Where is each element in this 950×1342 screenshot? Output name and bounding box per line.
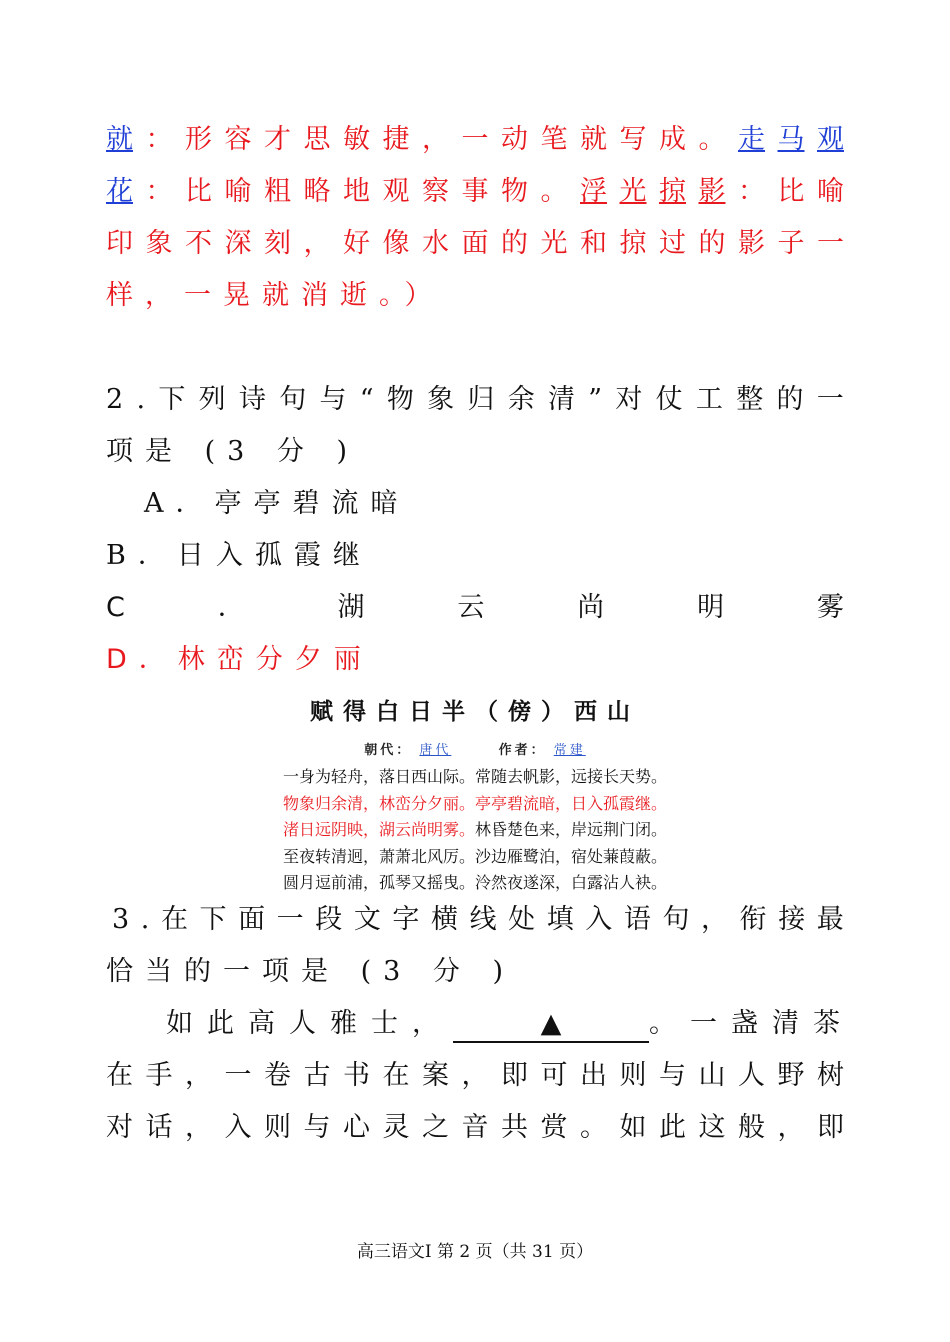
q3-para-text: ， xyxy=(185,1112,212,1143)
dynasty-link[interactable]: 唐代 xyxy=(419,743,452,758)
q3-para-text: 灵 xyxy=(382,1112,410,1143)
q3-stem-text: 接 xyxy=(778,904,806,935)
poem-meta xyxy=(0,740,950,762)
q3-stem-text: 面 xyxy=(238,904,266,935)
explanation-text: 形 xyxy=(185,124,212,155)
q3-stem-text: 段 xyxy=(315,904,343,935)
q2-stem-text: 工 xyxy=(695,384,723,415)
explanation-text: 一 xyxy=(461,124,489,155)
q3-stem-text: 入 xyxy=(585,904,613,935)
q2-stem-text: 诗 xyxy=(238,384,266,415)
explanation-text: 水 xyxy=(422,228,449,259)
q3-para-text: 心 xyxy=(343,1112,370,1143)
q3-para-text: 山 xyxy=(698,1060,726,1091)
option-text: 日入孤霞继 xyxy=(176,540,372,571)
q3-stem-line-2: 恰当的一项是 (3 分 ) xyxy=(106,956,515,987)
q3-para-text: 。 xyxy=(580,1112,607,1143)
q2-stem-text: 一 xyxy=(816,384,844,415)
q3-stem-text: 一 xyxy=(276,904,304,935)
q3-para-text: 般 xyxy=(738,1112,765,1143)
explanation-text: 好 xyxy=(343,228,370,259)
q3-stem-text: 线 xyxy=(469,904,497,935)
q3-para-text: 即 xyxy=(501,1060,528,1091)
poem-line: 渚日远阴映，湖云尚明雾。林昏楚色来，岸远荆门闭。 xyxy=(282,820,668,839)
q3-para-text: ， xyxy=(185,1060,212,1091)
q2-stem-text: 与 xyxy=(319,384,347,415)
q3-para-text: 音 xyxy=(461,1112,489,1143)
q3-para-text: 则 xyxy=(619,1060,647,1091)
explanation-text: 象 xyxy=(145,228,173,259)
explanation-text: 察 xyxy=(422,176,449,207)
q2-stem-text: 余 xyxy=(507,384,535,415)
q3-para-text: 在 xyxy=(382,1060,410,1091)
idiom-link[interactable]: 就 xyxy=(106,124,133,155)
explanation-text: 喻 xyxy=(224,176,252,207)
idiom-link[interactable]: 马 xyxy=(777,124,805,155)
q3-para-text: 一 xyxy=(224,1060,252,1091)
option-letter: A． xyxy=(144,488,215,519)
explanation-text: 印 xyxy=(106,228,133,259)
explanation-text: 子 xyxy=(777,228,805,259)
q2-stem-text: 对 xyxy=(615,384,643,415)
explanation-text: 物 xyxy=(501,176,528,207)
q3-para-text: 如 xyxy=(619,1112,647,1143)
poem-line: 圆月逗前浦，孤琴又摇曳。泠然夜遂深，白露沾人袂。 xyxy=(282,873,667,892)
q2-stem-text: 整 xyxy=(736,384,764,415)
explanation-text: 的 xyxy=(501,228,528,259)
q2-stem-text: “ xyxy=(359,384,374,415)
explanation-text: 的 xyxy=(698,228,726,259)
option-char: 湖 xyxy=(337,592,365,623)
author-link[interactable]: 常建 xyxy=(553,743,586,758)
explanation-text: 事 xyxy=(461,176,489,207)
q2-option-b xyxy=(106,530,844,582)
option-char: 明 xyxy=(697,592,725,623)
explanation-text: 成 xyxy=(659,124,686,155)
q2-option-c xyxy=(106,582,844,634)
q2-stem-text: 下 xyxy=(158,384,186,415)
q3-stem-text: 下 xyxy=(199,904,227,935)
q3-para-text: 话 xyxy=(145,1112,173,1143)
explanation-text: ： xyxy=(145,124,173,155)
explanation-text: 和 xyxy=(580,228,607,259)
explanation-text: 比 xyxy=(777,176,805,207)
explanation-text: 光 xyxy=(540,228,568,259)
explanation-text: 。 xyxy=(540,176,568,207)
q3-stem-text: 语 xyxy=(623,904,651,935)
poem-title: 赋得白日半（傍）西山 xyxy=(310,698,640,725)
q3-stem-text: 文 xyxy=(353,904,381,935)
q3-para-text: ， xyxy=(461,1060,489,1091)
idiom-link[interactable]: 影 xyxy=(698,176,726,207)
explanation-text: 深 xyxy=(224,228,252,259)
q3-para-text: 出 xyxy=(580,1060,607,1091)
q2-stem-text: 列 xyxy=(198,384,226,415)
q3-stem-text: 处 xyxy=(508,904,536,935)
q3-para-text: 野 xyxy=(777,1060,805,1091)
q3-stem-text: 句 xyxy=(662,904,690,935)
q3-para-text: 与 xyxy=(659,1060,686,1091)
q2-stem-text: 物 xyxy=(386,384,414,415)
q2-stem-text: 象 xyxy=(427,384,455,415)
explanation-text: 容 xyxy=(224,124,252,155)
author-label: 作者： xyxy=(498,743,547,758)
q2-stem-text: . xyxy=(136,384,146,415)
explanation-text: ： xyxy=(145,176,173,207)
q2-stem-text: 2 xyxy=(106,384,124,415)
explanation-text: 喻 xyxy=(817,176,844,207)
explanation-text: 动 xyxy=(501,124,528,155)
option-dot: ． xyxy=(217,592,245,623)
q2-stem-text: 句 xyxy=(279,384,307,415)
option-char: 云 xyxy=(457,592,485,623)
q3-stem-text: 衔 xyxy=(739,904,767,935)
q3-stem-line-1 xyxy=(112,894,844,946)
poem-line: 物象归余清，林峦分夕丽。亭亭碧流暗，日入孤霞继。 xyxy=(282,793,667,813)
explanation-text: ： xyxy=(738,176,765,207)
explanation-text: 掠 xyxy=(619,228,647,259)
option-text: 亭亭碧流暗 xyxy=(214,488,410,519)
q2-stem-line-1 xyxy=(106,374,844,426)
idiom-link[interactable]: 浮 xyxy=(580,176,607,207)
explanation-text: 思 xyxy=(303,124,331,155)
q3-para-text: 此 xyxy=(659,1112,686,1143)
q3-stem-text: . xyxy=(140,904,150,935)
q3-stem-text: 在 xyxy=(160,904,188,935)
q3-para-text: 入 xyxy=(224,1112,252,1143)
q2-option-a xyxy=(144,478,882,530)
explanation-text: 一 xyxy=(817,228,844,259)
q3-para-text: 古 xyxy=(303,1060,331,1091)
explanation-text: 比 xyxy=(185,176,212,207)
explanation-text: 像 xyxy=(382,228,410,259)
q2-stem-text: 归 xyxy=(467,384,495,415)
q3-para-text: 树 xyxy=(817,1060,844,1091)
q2-stem-text: 仗 xyxy=(655,384,683,415)
explanation-text: 不 xyxy=(185,228,212,259)
explanation-text: 笔 xyxy=(540,124,568,155)
explanation-line-3 xyxy=(106,218,844,270)
q2-stem-line-2: 项是 (3 分 ) xyxy=(106,436,359,467)
poem-line: 至夜转清迥，萧萧北风厉。沙边雁鹭泊，宿处蒹葭蔽。 xyxy=(282,846,667,866)
option-letter: B． xyxy=(106,540,177,571)
q2-option-d xyxy=(106,634,844,686)
q3-para-text: 即 xyxy=(817,1112,844,1143)
q3-para-text: 这 xyxy=(698,1112,726,1143)
q3-paragraph-line-2 xyxy=(106,1050,844,1102)
q3-para-after: 。一盏清茶 xyxy=(649,1008,854,1039)
q3-para-text: 对 xyxy=(106,1112,133,1143)
q2-stem-text: 的 xyxy=(776,384,804,415)
explanation-text: 捷 xyxy=(382,124,410,155)
q3-stem-text: 最 xyxy=(816,904,844,935)
q3-para-text: 共 xyxy=(501,1112,528,1143)
explanation-line-4: 样，一晃就消逝。） xyxy=(106,280,444,311)
option-char: 尚 xyxy=(577,592,605,623)
option-char: 雾 xyxy=(816,592,844,623)
explanation-line-1 xyxy=(106,114,844,166)
q3-stem-text: 横 xyxy=(430,904,458,935)
idiom-link[interactable]: 掠 xyxy=(659,176,686,207)
poem-line: 一身为轻舟，落日西山际。常随去帆影，远接长天势。 xyxy=(282,767,667,786)
explanation-text: 。 xyxy=(698,124,726,155)
idiom-link[interactable]: 走 xyxy=(738,124,765,155)
dynasty-label: 朝代： xyxy=(364,743,413,758)
q3-para-text: 之 xyxy=(422,1112,449,1143)
explanation-text: 地 xyxy=(343,176,370,207)
q3-para-text: 则 xyxy=(264,1112,291,1143)
q3-paragraph-line-1 xyxy=(166,998,854,1050)
q3-para-text: 手 xyxy=(145,1060,173,1091)
explanation-text: 观 xyxy=(382,176,410,207)
q3-para-text: 书 xyxy=(343,1060,370,1091)
q3-paragraph-line-3 xyxy=(106,1102,844,1154)
q3-para-text: 可 xyxy=(540,1060,568,1091)
q3-stem-text: 3 xyxy=(112,904,130,935)
explanation-text: 就 xyxy=(580,124,607,155)
poem-body xyxy=(0,764,950,897)
q3-para-start: 如此高人雅士， xyxy=(166,1008,453,1039)
answer-blank[interactable] xyxy=(453,1007,649,1043)
explanation-text: 敏 xyxy=(343,124,370,155)
explanation-text: 面 xyxy=(461,228,489,259)
q3-para-text: 赏 xyxy=(540,1112,568,1143)
explanation-text: ， xyxy=(422,124,449,155)
q3-para-text: 案 xyxy=(422,1060,449,1091)
idiom-link[interactable]: 花 xyxy=(106,176,133,207)
explanation-text: 过 xyxy=(659,228,686,259)
q3-para-text: ， xyxy=(777,1112,805,1143)
page-footer: 高三语文Ⅰ 第 2 页（共 31 页） xyxy=(356,1242,594,1262)
explanation-text: 写 xyxy=(619,124,647,155)
option-letter: C xyxy=(106,592,125,623)
q3-stem-text: 字 xyxy=(392,904,420,935)
option-letter: D． xyxy=(106,644,178,675)
explanation-text: 刻 xyxy=(264,228,291,259)
idiom-link[interactable]: 观 xyxy=(817,124,844,155)
explanation-text: 才 xyxy=(264,124,291,155)
explanation-text: 影 xyxy=(738,228,765,259)
q3-para-text: 人 xyxy=(738,1060,765,1091)
q3-stem-text: ， xyxy=(701,904,729,935)
explanation-text: 略 xyxy=(303,176,331,207)
option-text: 林峦分夕丽 xyxy=(177,644,373,675)
q3-para-text: 与 xyxy=(303,1112,331,1143)
q3-para-text: 卷 xyxy=(264,1060,291,1091)
explanation-text: ， xyxy=(303,228,331,259)
idiom-link[interactable]: 光 xyxy=(619,176,647,207)
q3-stem-text: 填 xyxy=(546,904,574,935)
q2-stem-text: 清 xyxy=(547,384,575,415)
q3-para-text: 在 xyxy=(106,1060,133,1091)
q2-stem-text: ” xyxy=(588,384,603,415)
explanation-line-2 xyxy=(106,166,844,218)
explanation-text: 粗 xyxy=(264,176,291,207)
triangle-icon: ▲ xyxy=(540,1008,562,1039)
